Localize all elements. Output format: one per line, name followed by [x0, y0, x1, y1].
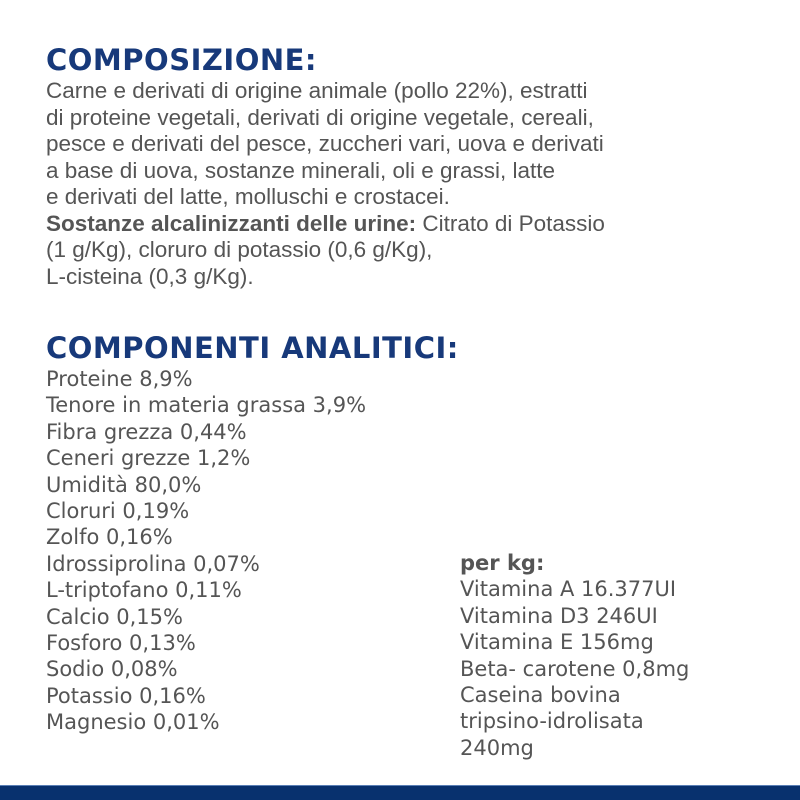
analytic-item: Tenore in materia grassa 3,9%	[46, 393, 367, 418]
per-kg-item: Vitamina A 16.377UI	[460, 577, 677, 602]
per-kg-item: Caseina bovina	[460, 683, 621, 708]
composition-line: a base di uova, sostanze minerali, oli e grassi, latte	[46, 157, 556, 183]
analytic-item: Potassio 0,16%	[46, 683, 206, 708]
composition-heading: COMPOSIZIONE:	[46, 43, 318, 77]
composition-text	[46, 78, 776, 290]
composition-line: Carne e derivati di origine animale (pollo 22%), estratti	[46, 78, 588, 103]
analytics-heading: COMPONENTI ANALITICI:	[46, 331, 459, 365]
analytic-item: Ceneri grezze 1,2%	[46, 446, 251, 471]
composition-line: e derivati del latte, molluschi e crostacei.	[46, 184, 450, 209]
analytic-item: Umidità 80,0%	[46, 472, 202, 497]
per-kg-column	[460, 550, 689, 761]
per-kg-item: Vitamina D3 246UI	[460, 603, 658, 628]
analytics-section	[46, 330, 776, 760]
additives-label: Sostanze alcalinizzanti delle urine:	[46, 210, 417, 236]
per-kg-item: Beta- carotene 0,8mg	[460, 656, 690, 681]
analytic-item: Fibra grezza 0,44%	[46, 419, 247, 444]
analytic-item: L-triptofano 0,11%	[46, 578, 242, 603]
additives-line: L-cisteina (0,3 g/Kg).	[46, 263, 254, 289]
composition-line: di proteine vegetali, derivati di origine vegetale, cereali,	[46, 104, 594, 130]
per-kg-item: 240mg	[460, 735, 534, 760]
analytic-item: Proteine 8,9%	[46, 367, 193, 391]
analytic-item: Zolfo 0,16%	[46, 525, 173, 550]
analytic-item: Magnesio 0,01%	[46, 710, 220, 735]
analytic-item: Fosforo 0,13%	[46, 631, 196, 656]
additives-text: Citrato di Potassio	[416, 210, 605, 236]
analytic-item: Sodio 0,08%	[46, 657, 178, 682]
composition-line: pesce e derivati del pesce, zuccheri vari, uova e derivati	[46, 131, 604, 156]
additives-line: (1 g/Kg), cloruro di potassio (0,6 g/Kg),	[46, 237, 433, 262]
analytics-left-column	[46, 366, 366, 736]
analytic-item: Idrossiprolina 0,07%	[46, 551, 260, 576]
per-kg-label: per kg:	[460, 551, 545, 575]
bottom-brand-bar	[0, 785, 800, 800]
analytic-item: Calcio 0,15%	[46, 604, 183, 629]
analytic-item: Cloruri 0,19%	[46, 499, 190, 524]
additives-line	[46, 211, 776, 238]
per-kg-item: Vitamina E 156mg	[460, 630, 654, 655]
composition-section	[46, 42, 776, 290]
per-kg-item: tripsino-idrolisata	[460, 709, 644, 734]
